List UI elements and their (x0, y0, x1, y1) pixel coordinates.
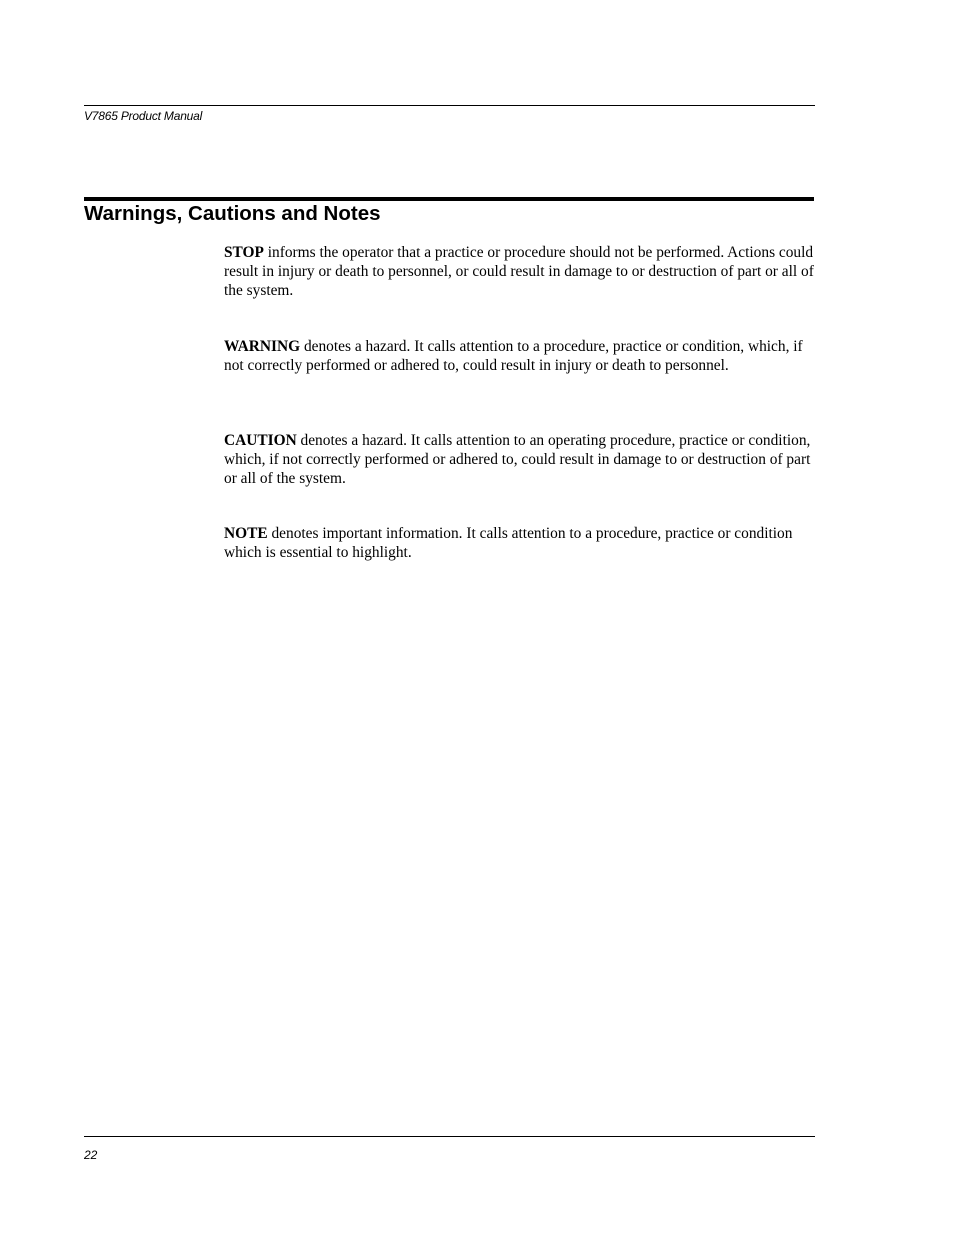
warning-description: denotes a hazard. It calls attention to a procedure, practice or condition, which, if not correctly performed or adhered to, could result in injury or death to personnel. (224, 338, 803, 374)
page-number: 22 (84, 1148, 98, 1162)
caution-term: CAUTION (224, 432, 297, 449)
note-description: denotes important information. It calls attention to a procedure, practice or condition which is essential to highlight. (224, 525, 793, 561)
stop-description: informs the operator that a practice or procedure should not be performed. Actions could result in injury or death to personnel, or could result in damage to or destruction of part or all of the system. (224, 244, 814, 299)
header-rule (84, 105, 815, 106)
note-term: NOTE (224, 525, 268, 542)
warning-notice (224, 337, 814, 375)
section-title: Warnings, Cautions and Notes (84, 202, 381, 225)
stop-notice (224, 243, 814, 300)
footer-rule (84, 1136, 815, 1137)
running-header: V7865 Product Manual (84, 109, 203, 123)
note-notice (224, 524, 814, 562)
caution-description: denotes a hazard. It calls attention to an operating procedure, practice or condition, which, if not correctly performed or adhered to, could result in damage to or destruction of part or all of the system. (224, 432, 811, 487)
stop-term: STOP (224, 244, 264, 261)
caution-notice (224, 431, 814, 488)
warning-term: WARNING (224, 338, 301, 355)
